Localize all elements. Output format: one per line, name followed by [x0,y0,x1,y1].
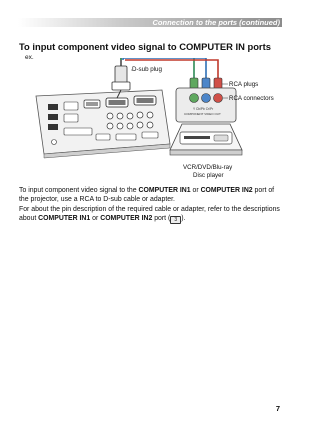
book-reference-icon[interactable]: 3 [170,216,181,224]
svg-text:Y Cb/Pb Cr/Pr: Y Cb/Pb Cr/Pr [193,107,214,111]
section-heading: To input component video signal to COMPUTER IN ports [19,41,271,52]
body-text [19,186,285,224]
rca-plugs-label: RCA plugs [229,81,259,88]
computer-in1-ref: COMPUTER IN1 [38,214,91,222]
device-label-line1: VCR/DVD/Blu-ray [183,164,233,171]
computer-in2-ref: COMPUTER IN2 [200,187,253,194]
projector-port-panel [36,90,170,158]
paragraph-1: To input component video signal to the COMPUTER IN1 or COMPUTER IN2 port of the projector, use a RCA to D-sub cable or adapter. [19,187,275,204]
example-label: ex. [25,54,34,61]
computer-in1-ref: COMPUTER IN1 [138,187,191,194]
dsub-plug-label: D-sub plug [132,66,162,73]
header-title: Connection to the ports (continued) [152,18,280,27]
computer-in2-ref: COMPUTER IN2 [100,214,153,222]
rca-connectors-label: RCA connectors [229,95,274,102]
svg-text:COMPONENT VIDEO OUT: COMPONENT VIDEO OUT [184,112,221,116]
connection-diagram [34,58,284,182]
paragraph-2: For about the pin description of the required cable or adapter, refer to the descriptions about COMPUTER IN1 or COMPUTER IN2 port ( 3 ). [19,205,280,223]
device-label-line2: Disc player [193,172,224,179]
page-number: 7 [275,404,280,413]
